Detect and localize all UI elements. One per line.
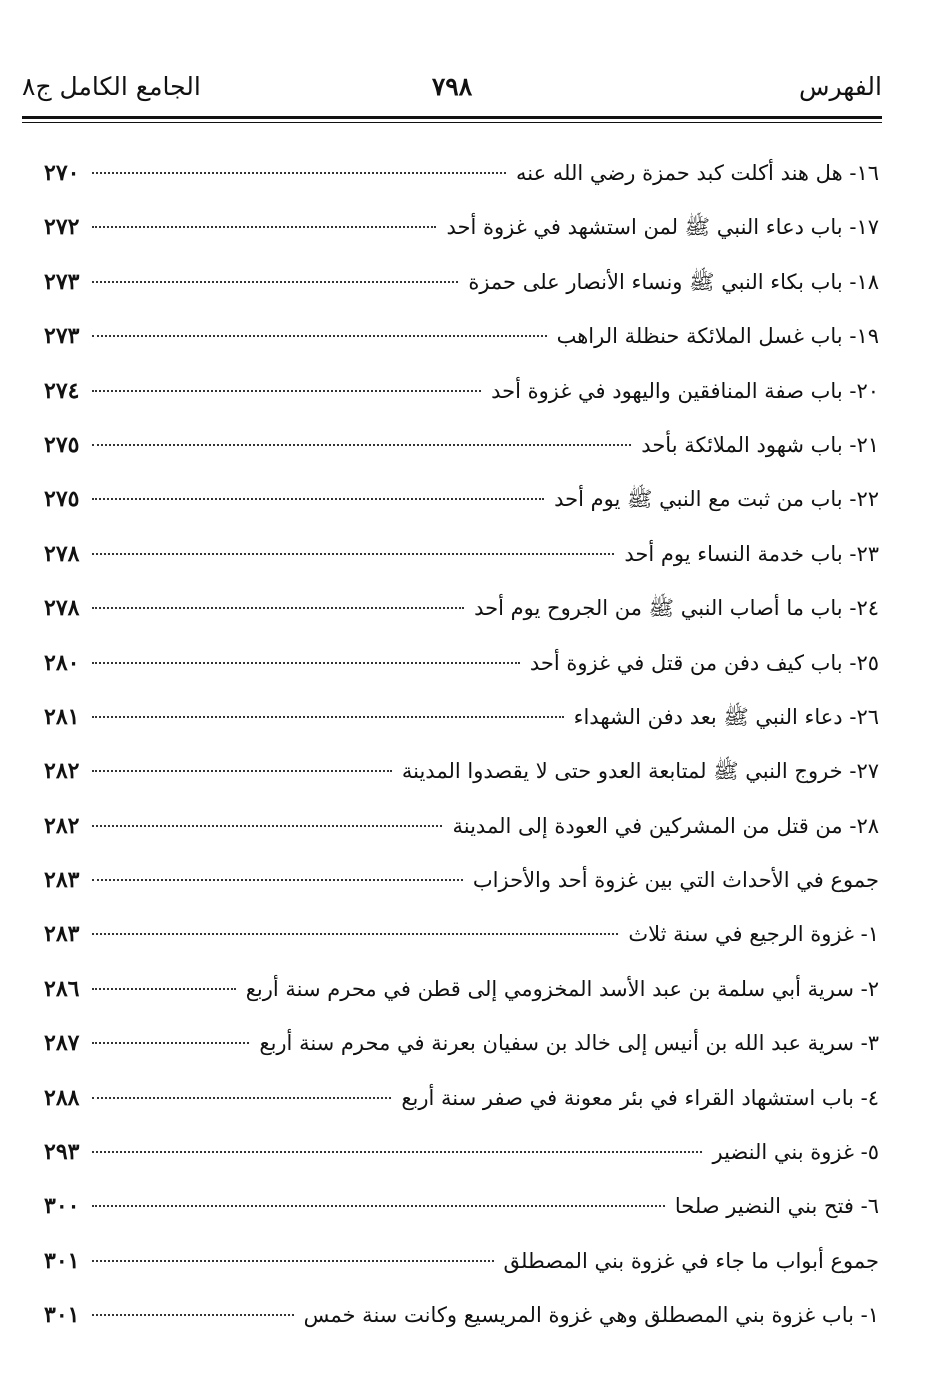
toc-leader-dots (92, 607, 464, 609)
toc-entry (44, 690, 879, 744)
toc-entry-page: ٣٠١ (44, 1302, 80, 1329)
toc-leader-dots (92, 281, 458, 283)
toc-entry-page: ٢٧٥ (44, 431, 80, 458)
toc-entry-title: ١٩- باب غسل الملائكة حنظلة الراهب (556, 324, 879, 349)
toc-entry-page: ٢٨٢ (44, 812, 80, 839)
toc-entry-title: ١٨- باب بكاء النبي ﷺ ونساء الأنصار على حمزة (468, 269, 879, 294)
toc-leader-dots (92, 825, 442, 827)
toc-entry-page: ٢٧٨ (44, 540, 80, 567)
toc-entry-title: ٢- سرية أبي سلمة بن عبد الأسد المخزومي إلى قطن في محرم سنة أربع (245, 976, 879, 1001)
book-title: الجامع الكامل ج٨ (22, 72, 201, 101)
toc-leader-dots (92, 1042, 249, 1044)
toc-entry-title: ٢١- باب شهود الملائكة بأحد (641, 432, 879, 457)
table-of-contents (44, 146, 879, 1343)
toc-leader-dots (92, 498, 544, 500)
toc-entry (44, 853, 879, 907)
toc-leader-dots (92, 988, 236, 990)
toc-leader-dots (92, 553, 614, 555)
toc-entry-title: ٢٦- دعاء النبي ﷺ بعد دفن الشهداء (573, 704, 879, 729)
toc-entry (44, 581, 879, 635)
toc-leader-dots (92, 1205, 665, 1207)
toc-entry-page: ٢٧٣ (44, 323, 80, 350)
toc-entry-title: ٣- سرية عبد الله بن أنيس إلى خالد بن سفيان بعرنة في محرم سنة أربع (259, 1031, 879, 1056)
toc-entry-page: ٢٧٤ (44, 377, 80, 404)
toc-entry-page: ٣٠١ (44, 1247, 80, 1274)
toc-entry (44, 744, 879, 798)
toc-entry-title: جموع أبواب ما جاء في غزوة بني المصطلق (503, 1248, 879, 1273)
toc-entry-title: ١- باب غزوة بني المصطلق وهي غزوة المريسيع وكانت سنة خمس (303, 1303, 879, 1328)
toc-entry-page: ٢٨٨ (44, 1084, 80, 1111)
toc-leader-dots (92, 390, 481, 392)
toc-entry-title: ٤- باب استشهاد القراء في بئر معونة في صفر سنة أربع (401, 1085, 879, 1110)
section-title: الفهرس (798, 72, 882, 101)
toc-entry-page: ٢٨٣ (44, 867, 80, 894)
page-header (22, 72, 882, 112)
toc-leader-dots (92, 1097, 391, 1099)
toc-entry (44, 527, 879, 581)
toc-entry-page: ٢٨٠ (44, 649, 80, 676)
toc-entry (44, 1179, 879, 1233)
toc-entry (44, 472, 879, 526)
toc-entry-page: ٢٧٥ (44, 486, 80, 513)
toc-entry (44, 962, 879, 1016)
toc-entry (44, 1071, 879, 1125)
toc-entry (44, 1125, 879, 1179)
toc-leader-dots (92, 1260, 494, 1262)
toc-entry (44, 1234, 879, 1288)
toc-entry-title: ٥- غزوة بني النضير (712, 1140, 879, 1165)
toc-entry (44, 1288, 879, 1342)
toc-entry-title: ١- غزوة الرجيع في سنة ثلاث (628, 922, 879, 947)
toc-entry-title: ٢٨- من قتل من المشركين في العودة إلى المدينة (452, 813, 879, 838)
toc-entry-title: ٢٢- باب من ثبت مع النبي ﷺ يوم أحد (554, 487, 879, 512)
toc-entry (44, 200, 879, 254)
header-rule-thin (22, 122, 882, 123)
toc-entry-page: ٣٠٠ (44, 1193, 80, 1220)
toc-entry (44, 799, 879, 853)
toc-leader-dots (92, 444, 631, 446)
toc-leader-dots (92, 662, 520, 664)
toc-entry-page: ٢٨٢ (44, 758, 80, 785)
toc-entry (44, 907, 879, 961)
toc-entry-title: ٢٣- باب خدمة النساء يوم أحد (624, 541, 879, 566)
toc-entry (44, 146, 879, 200)
toc-leader-dots (92, 226, 436, 228)
toc-leader-dots (92, 335, 547, 337)
toc-entry-page: ٢٨٦ (44, 975, 80, 1002)
toc-entry-page: ٢٩٣ (44, 1139, 80, 1166)
toc-entry (44, 309, 879, 363)
toc-entry-title: ٢٧- خروج النبي ﷺ لمتابعة العدو حتى لا يقصدوا المدينة (401, 759, 879, 784)
toc-entry-title: ٦- فتح بني النضير صلحا (674, 1194, 879, 1219)
toc-entry-title: ٢٥- باب كيف دفن من قتل في غزوة أحد (529, 650, 879, 675)
toc-entry-page: ٢٨٧ (44, 1030, 80, 1057)
toc-entry-page: ٢٧٣ (44, 268, 80, 295)
toc-entry (44, 364, 879, 418)
toc-entry-page: ٢٧٠ (44, 160, 80, 186)
header-rule-thick (22, 116, 882, 119)
toc-entry (44, 418, 879, 472)
toc-entry-page: ٢٧٢ (44, 214, 80, 241)
toc-entry (44, 1016, 879, 1070)
page-number: ٧٩٨ (431, 72, 473, 101)
toc-entry (44, 255, 879, 309)
toc-entry-title: ٢٤- باب ما أصاب النبي ﷺ من الجروح يوم أحد (474, 596, 879, 621)
toc-leader-dots (92, 172, 506, 174)
toc-entry-title: ١٧- باب دعاء النبي ﷺ لمن استشهد في غزوة أحد (446, 215, 879, 240)
toc-leader-dots (92, 1151, 702, 1153)
toc-entry-title: جموع في الأحداث التي بين غزوة أحد والأحزاب (472, 868, 879, 893)
toc-entry-title: ١٦- هل هند أكلت كبد حمزة رضي الله عنه (516, 161, 879, 185)
toc-entry-page: ٢٨٣ (44, 921, 80, 948)
toc-entry-page: ٢٧٨ (44, 595, 80, 622)
toc-entry-title: ٢٠- باب صفة المنافقين واليهود في غزوة أحد (491, 378, 879, 403)
toc-leader-dots (92, 770, 392, 772)
toc-entry-page: ٢٨١ (44, 703, 80, 730)
toc-leader-dots (92, 879, 463, 881)
toc-entry (44, 636, 879, 690)
toc-leader-dots (92, 1314, 294, 1316)
toc-leader-dots (92, 933, 618, 935)
toc-leader-dots (92, 716, 564, 718)
